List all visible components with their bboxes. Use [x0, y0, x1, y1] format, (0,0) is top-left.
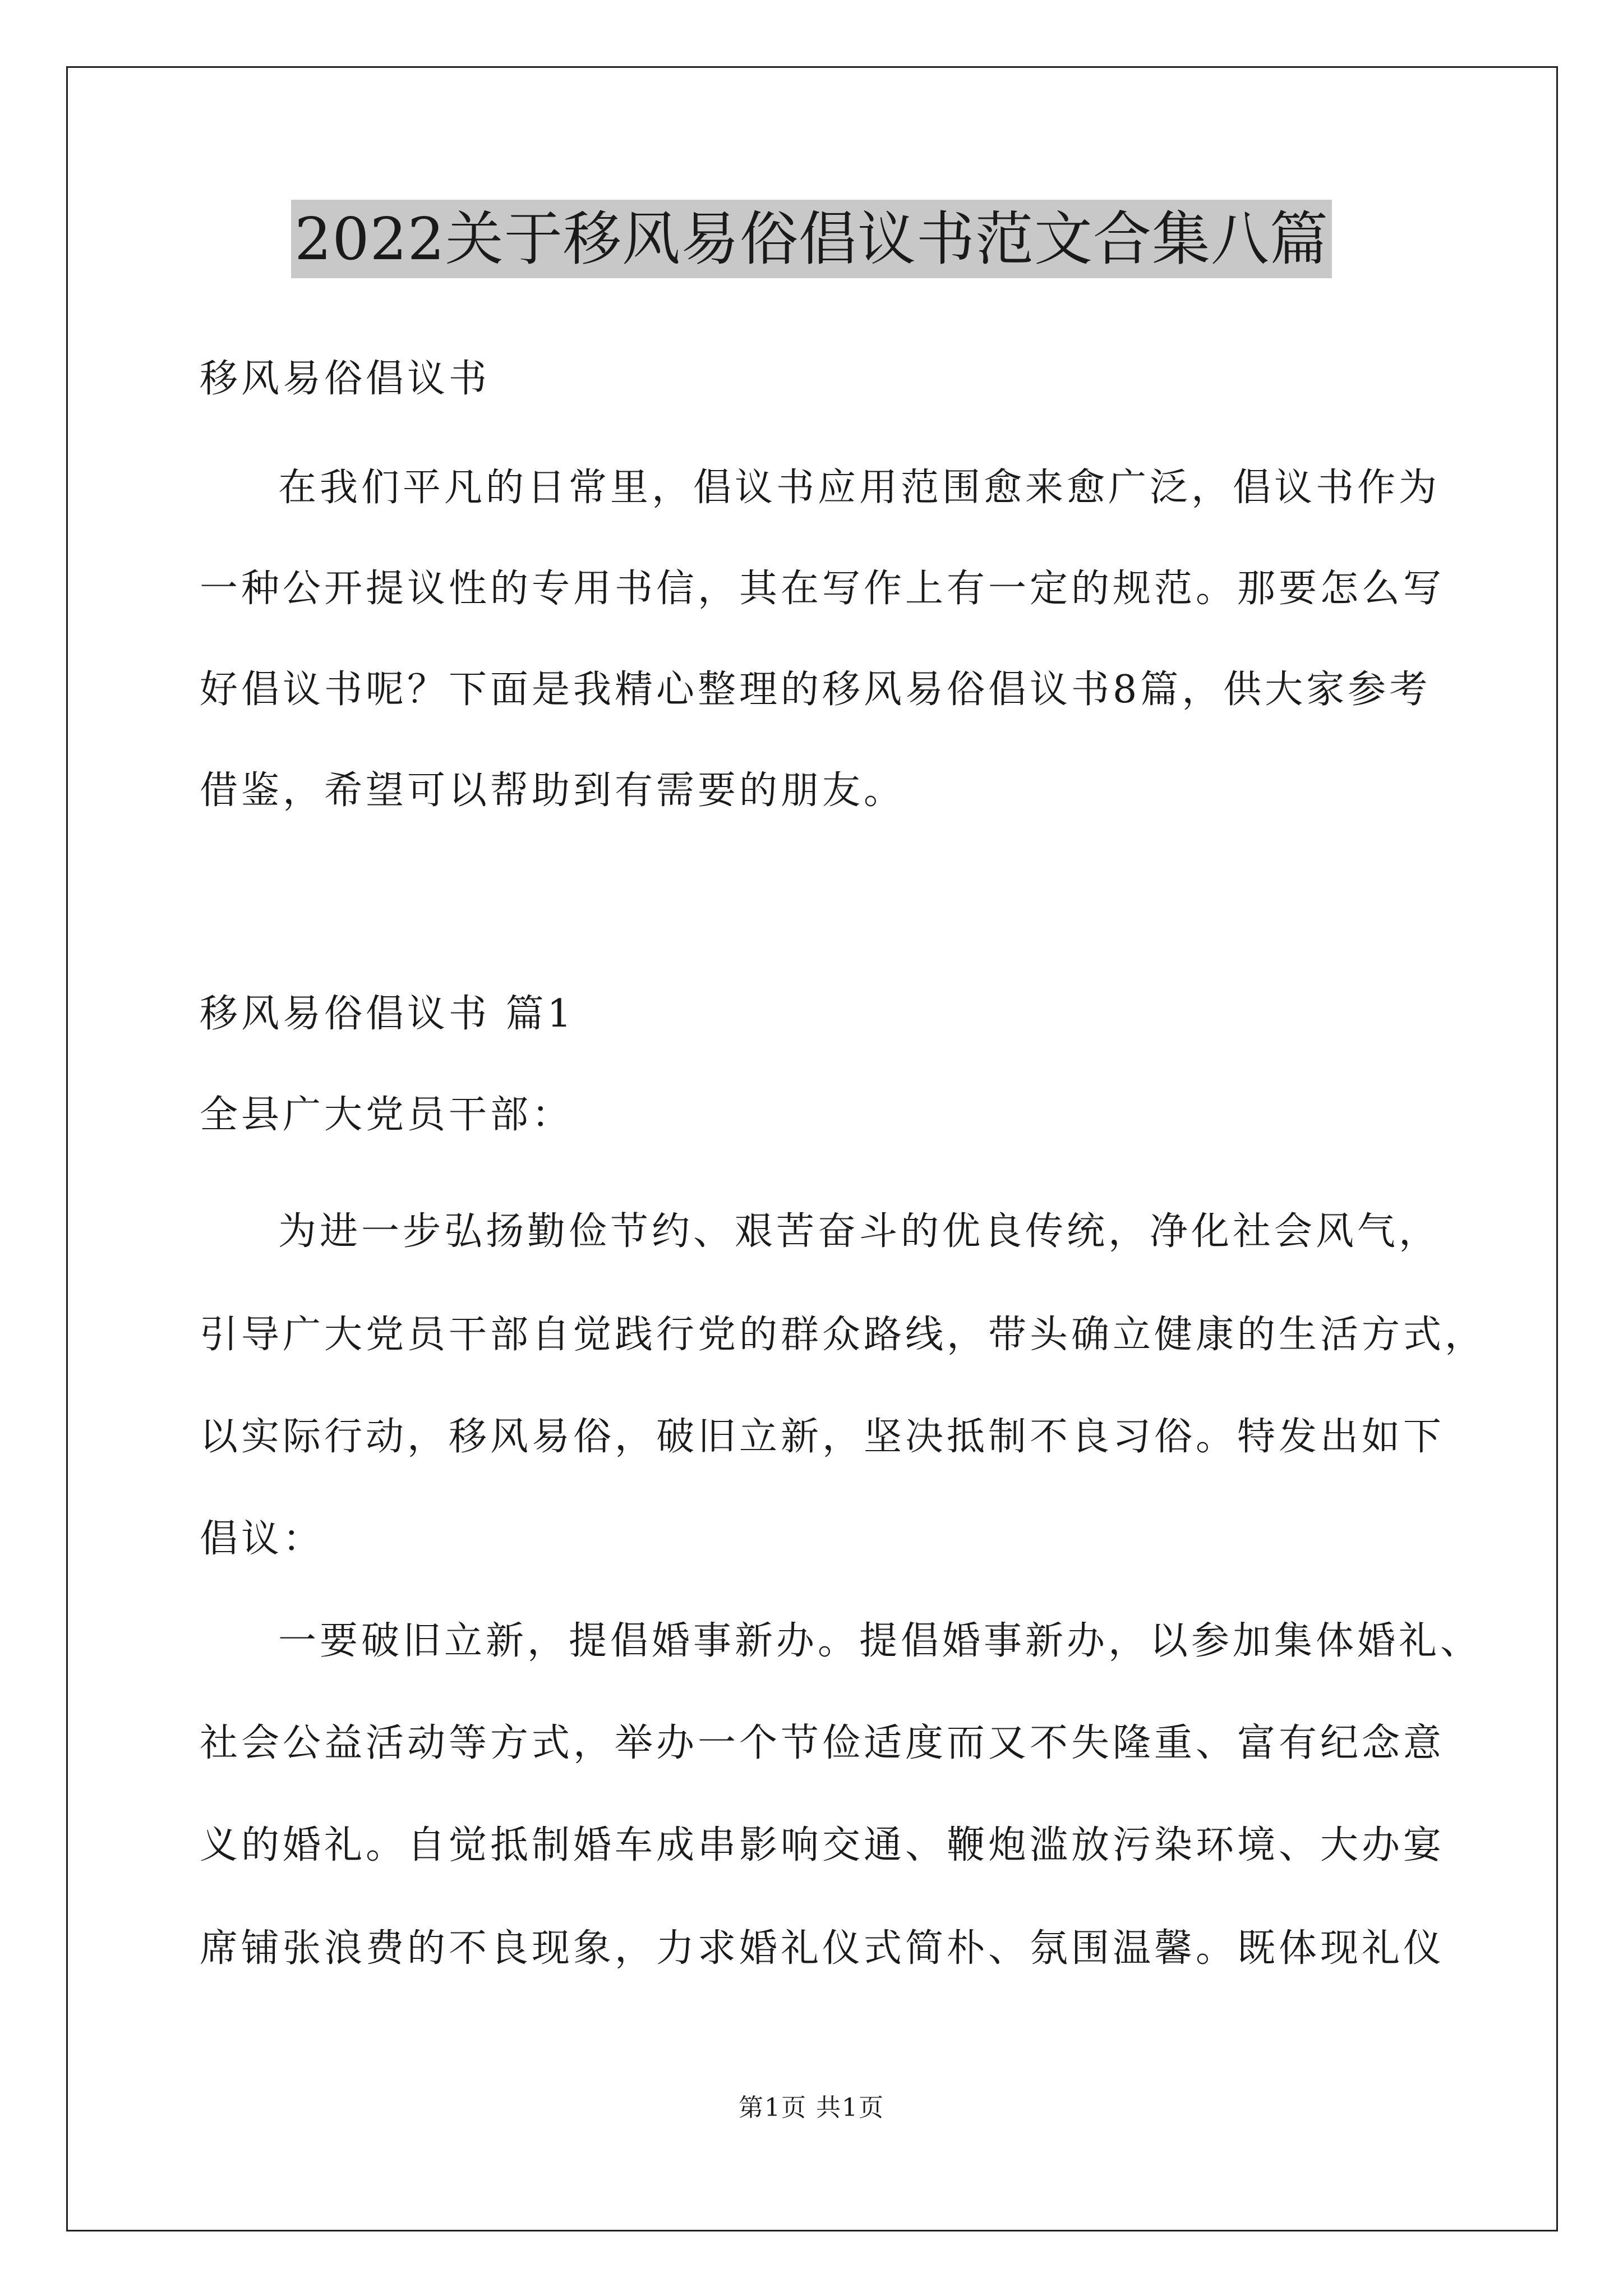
paragraph-line: 为进一步弘扬勤俭节约、艰苦奋斗的优良传统，净化社会风气，: [278, 1209, 1441, 1254]
paragraph-line: 引导广大党员干部自觉践行党的群众路线，带头确立健康的生活方式，: [200, 1313, 1487, 1357]
paragraph-line: 一种公开提议性的专用书信，其在写作上有一定的规范。那要怎么写: [200, 567, 1445, 611]
salutation: 全县广大党员干部：: [200, 1093, 574, 1137]
document-title: 2022关于移风易俗倡议书范文合集八篇: [291, 200, 1332, 278]
paragraph-line: 借鉴，希望可以帮助到有需要的朋友。: [200, 769, 906, 813]
paragraph-line: 以实际行动，移风易俗，破旧立新，坚决抵制不良习俗。特发出如下: [200, 1415, 1445, 1459]
paragraph-line: 席铺张浪费的不良现象，力求婚礼仪式简朴、氛围温馨。既体现礼仪: [200, 1926, 1445, 1971]
section-heading: 移风易俗倡议书: [200, 357, 491, 401]
paragraph-line: 一要破旧立新，提倡婚事新办。提倡婚事新办，以参加集体婚礼、: [278, 1619, 1482, 1663]
page-footer: 第1页 共1页: [739, 2093, 884, 2122]
paragraph-line: 倡议：: [200, 1517, 325, 1561]
paragraph-line: 在我们平凡的日常里，倡议书应用范围愈来愈广泛，倡议书作为: [278, 466, 1441, 510]
title-container: [0, 200, 1623, 278]
paragraph-line: 好倡议书呢？下面是我精心整理的移风易俗倡议书8篇，供大家参考: [200, 668, 1431, 712]
section-heading: 移风易俗倡议书 篇1: [200, 992, 575, 1036]
paragraph-line: 社会公益活动等方式，举办一个节俭适度而又不失隆重、富有纪念意: [200, 1721, 1445, 1765]
paragraph-line: 义的婚礼。自觉抵制婚车成串影响交通、鞭炮滥放污染环境、大办宴: [200, 1823, 1445, 1867]
